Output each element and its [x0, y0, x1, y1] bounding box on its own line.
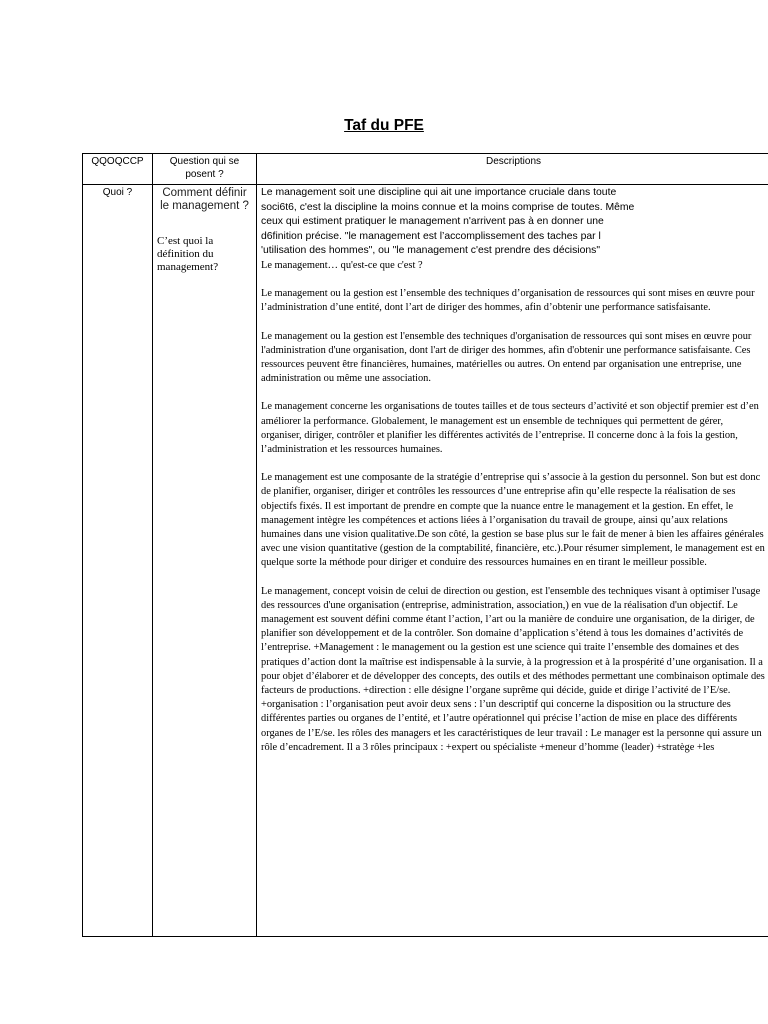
table-header-row — [83, 154, 768, 185]
header-descriptions: Descriptions — [257, 154, 768, 185]
question-1: Comment définir le management ? — [160, 187, 249, 212]
lead-line: ceux qui estiment pratiquer le management n'arrivent pas à en donner une — [261, 216, 604, 228]
description-paragraph: Le management concerne les organisations de toutes tailles et de tous secteurs d’activité et son objectif premier est d’en améliorer la performance. Globalement, le management est un ensemble de techniques qui permettent de gérer, organiser, diriger, contrôler et planifier les différentes activités de l’entreprise. Il concerne donc à la fois la gestion, l’administration et les ressources humaines. — [261, 401, 759, 455]
description-cell — [257, 185, 768, 937]
page-title: Taf du PFE — [344, 117, 424, 134]
description-paragraph: Le management, concept voisin de celui de direction ou gestion, est l'ensemble des techniques visant à optimiser l'usage des ressources d'une organisation (entreprise, administration, association,) en vue de la réalisation d'un objectif. Le management est souvent défini comme étant l’action, l’art ou la manière de conduire une organisation, de la diriger, de planifier son développement et de la contrôler. Son domaine d’application s’étend à tous les domaines d’activités de l’entreprise. +Management : le management ou la gestion est une science qui traite l’ensemble des domaines et des pratiques d’action dont la maîtrise est indispensable à la survie, à la progression et à la prospérité d’une organisation. Il a pour objet d’élaborer et de développer des concepts, des outils et des méthodes permettant une combinaison optimale des facteurs de productions. +direction : elle désigne l’organe suprême qui décide, guide et dirige l’activité de l’E/se. +organisation : l’organisation peut avoir deux sens : l’un descriptif qui concerne la disposition ou la structure des différentes parties ou organes de l’entité, et l’autre opérationnel qui précise l’action de mise en place des différents organes de l’E/se. les rôles des managers et les caractéristiques de leur travail : Le manager est la personne qui assure un rôle d’encadrement. Il a 3 rôles principaux : +expert ou spécialiste +meneur d’homme (leader) +stratège +les — [261, 585, 765, 753]
description-paragraph: Le management ou la gestion est l'ensemble des techniques d'organisation de ressources qui sont mises en œuvre pour l'administration d'une organisation, dont l'art de diriger des hommes, afin d'obtenir une performance satisfaisante. Ces ressources peuvent être financières, humaines, matérielles ou autres. On entend par organisation une entreprise, une administration ou même une association. — [261, 330, 752, 385]
question-cell — [153, 185, 257, 937]
question-2: C’est quoi la définition du management? — [157, 235, 219, 273]
lead-line: Le management soit une discipline qui ait une importance cruciale dans toute — [261, 187, 617, 198]
lead-line: 'utilisation des hommes", ou "le management c'est prendre des décisions" — [261, 245, 601, 257]
header-question: Question qui se posent ? — [153, 154, 257, 185]
lead-line: d6finition précise. "le management est l’accomplissement des taches par l — [261, 230, 601, 242]
category-cell: Quoi ? — [83, 185, 153, 937]
question-line: Le management… qu'est-ce que c'est ? — [261, 259, 423, 271]
description-paragraph: Le management est une composante de la stratégie d’entreprise qui s’associe à la gestion du personnel. Son but est donc de planifier, organiser, diriger et contrôles les ressources d’une entreprise afin qu’elle respecte la réalisation de ses objectifs fixés. Il est important de prendre en compte que la nuance entre le management et la gestion. En effet, le management intègre les compétences et actions liées à l’organisation du travail de groupe, ainsi qu’aux relations humaines dans une vision qualitative.De son côté, la gestion se base plus sur le fait de mener à bien les affaires générales avec une vision quantitative (gestion de la comptabilité, financière, etc.).Pour résumer simplement, le management est en quelque sorte la méthode pour diriger et conduire des ressources humaines en en tirant le meilleur possible. — [261, 472, 765, 569]
description-paragraph: Le management ou la gestion est l’ensemble des techniques d’organisation de ressources qui sont mises en œuvre pour l’administration d’une entité, dont l’art de diriger des hommes, afin d’obtenir une performance satisfaisante. — [261, 288, 755, 314]
table-row — [83, 185, 768, 937]
header-qqoqccp: QQOQCCP — [83, 154, 153, 185]
qqoqccp-table — [82, 153, 768, 937]
lead-line: soci6t6, c'est la discipline la moins connue et la moins comprise de toutes. Même — [261, 201, 635, 213]
